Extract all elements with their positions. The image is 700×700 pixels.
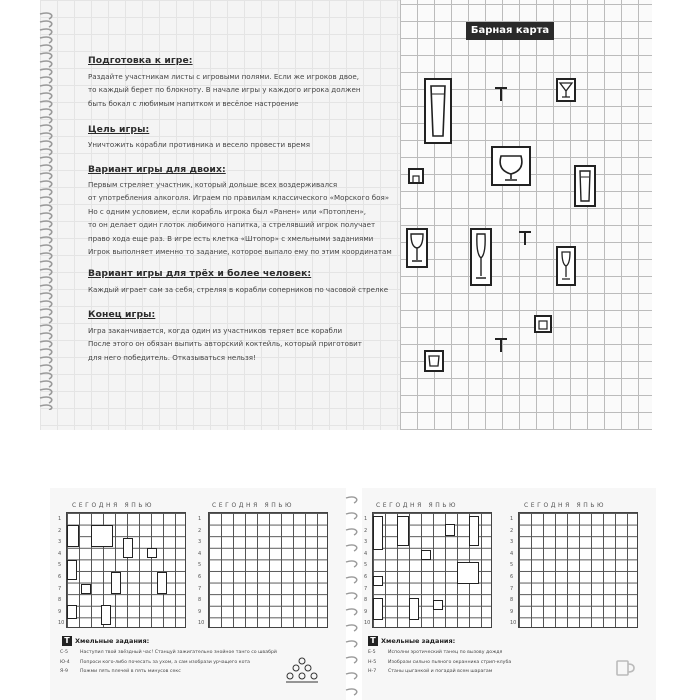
shot-glass-icon [445,524,455,536]
cocktail-glass-icon [67,605,77,619]
shot-glass-icon [534,315,552,333]
beer-glass-icon [397,516,409,546]
section-title-two-players: Вариант игры для двоих: [88,164,226,175]
row-numbers: 1 2 3 4 5 6 7 8 9 10 [364,516,371,627]
tumbler-glass-icon [373,576,383,586]
spiral-binding [37,10,57,410]
row-numbers: 1 2 3 4 5 6 7 8 9 10 [510,516,517,627]
cocktail-glass-icon [556,78,576,102]
corkscrew-icon [494,86,508,102]
beer-mug-icon [614,656,636,678]
champagne-flute-icon [111,572,121,594]
champagne-flute-icon [373,516,383,550]
beer-glass-icon [424,78,452,144]
cocktail-glass-icon [433,600,443,610]
text-line: После этого он обязан выпить авторский коктейль, который приготовит [88,339,362,349]
section-body-preparation [88,70,360,110]
snifter-glass-icon [491,146,531,186]
snifter-glass-icon [91,525,113,547]
section-title-three-plus: Вариант игры для трёх и более человек: [88,268,312,279]
glass-pyramid-icon [282,656,322,686]
text-line: Первым стреляет участник, который дольше всех воздерживался [88,180,338,189]
game-board-own[interactable] [66,512,186,628]
tasks-list [368,648,511,677]
section-title-game-end: Конец игры: [88,309,156,320]
task-item: Н-7 Станы цыганкой и погадай всем шарагам [368,669,493,674]
text-line: Уничтожить корабли противника и весело провести время [88,140,310,149]
corkscrew-icon: T [62,636,72,646]
text-line: Игра заканчивается, когда один из участников теряет все корабли [88,326,343,335]
tasks-title: T Хмельные задания: [62,636,149,646]
champagne-flute-icon [470,228,492,286]
board-title: СЕГОДНЯ ЯПЬЮ [376,502,459,509]
wine-glass-icon [373,598,383,620]
shot-glass-icon [421,550,431,560]
tasks-title: T Хмельные задания: [368,636,455,646]
shot-glass-icon [147,548,157,558]
shot-glass-icon [408,168,424,184]
snifter-glass-icon [457,562,479,584]
beer-glass-icon [67,525,79,547]
spiral-binding [344,492,362,698]
task-item: Ю-4 Попроси кого-либо почесать за ухом, а сам изобрази урчащего кота [60,659,251,665]
section-body-game-end [88,324,362,364]
wine-glass-icon [406,228,428,268]
section-body-goal [88,138,310,151]
section-title-preparation: Подготовка к игре: [88,55,193,66]
text-line: то он делает один глоток любимого напитка, а стрелявший игрок получает [88,220,376,230]
text-line: Раздайте участникам листы с игровыми полями. Если же игроков двое, [88,72,359,81]
bar-map-title: Барная карта [466,22,554,40]
text-line: Игрок выполняет именно то задание, которое выпало ему по этим координатам [88,246,392,256]
text-line: от употребления алкоголя. Играем по правилам классического «Морского боя» [88,193,390,203]
section-body-two-players [88,178,392,258]
row-numbers: 1 2 3 4 5 6 7 8 9 10 [198,516,205,627]
shot-glass-icon [81,584,91,594]
game-board-opponent[interactable] [518,512,638,628]
row-numbers: 1 2 3 4 5 6 7 8 9 10 [58,516,65,627]
corkscrew-icon [494,337,508,353]
task-item: С-5 Наступил твой звёздный час! Станцуй зажигательно знойное танго со швабрй [60,650,277,655]
tumbler-glass-icon [424,350,444,372]
section-body-three-plus [88,283,388,296]
tumbler-glass-icon [101,605,111,625]
task-item: Е-5 Исполни эротический танец по вызову дождя [368,650,503,655]
highball-glass-icon [469,516,479,546]
text-line: Каждый играет сам за себя, стреляя в корабли соперников по часовой стрелке [88,285,389,294]
text-line: право хода еще раз. В игре есть клетка «Штопор» с хмельными заданиями [88,233,374,243]
task-item: Н-5 Изобрази сильно пьяного окранника стрип-клуба [368,659,512,665]
board-title: СЕГОДНЯ ЯПЬЮ [212,502,295,509]
tasks-list [60,648,277,677]
text-line: Но с одним условием, если корабль игрока был «Ранен» или «Потоплен», [88,206,366,216]
game-board-opponent[interactable] [208,512,328,628]
text-line: быть бокал с любимым напитком и весёлое настроение [88,98,299,108]
highball-glass-icon [123,538,133,558]
champagne-glass-icon [409,598,419,620]
board-title: СЕГОДНЯ ЯПЬЮ [72,502,155,509]
corkscrew-icon [518,230,532,246]
corkscrew-icon: T [368,636,378,646]
text-line: то каждый берет по блокноту. В начале игры у каждого игрока должен [88,85,361,95]
section-title-goal: Цель игры: [88,124,150,135]
text-line: для него победитель. Отказываться нельзя! [88,352,256,362]
champagne-glass-icon [556,246,576,286]
task-item: Я-9 Пожми пять плечей в пять минусов секс [60,669,181,674]
wine-glass-icon [67,560,77,580]
board-title: СЕГОДНЯ ЯПЬЮ [524,502,607,509]
highball-glass-icon [157,572,167,594]
highball-glass-icon [574,165,596,207]
